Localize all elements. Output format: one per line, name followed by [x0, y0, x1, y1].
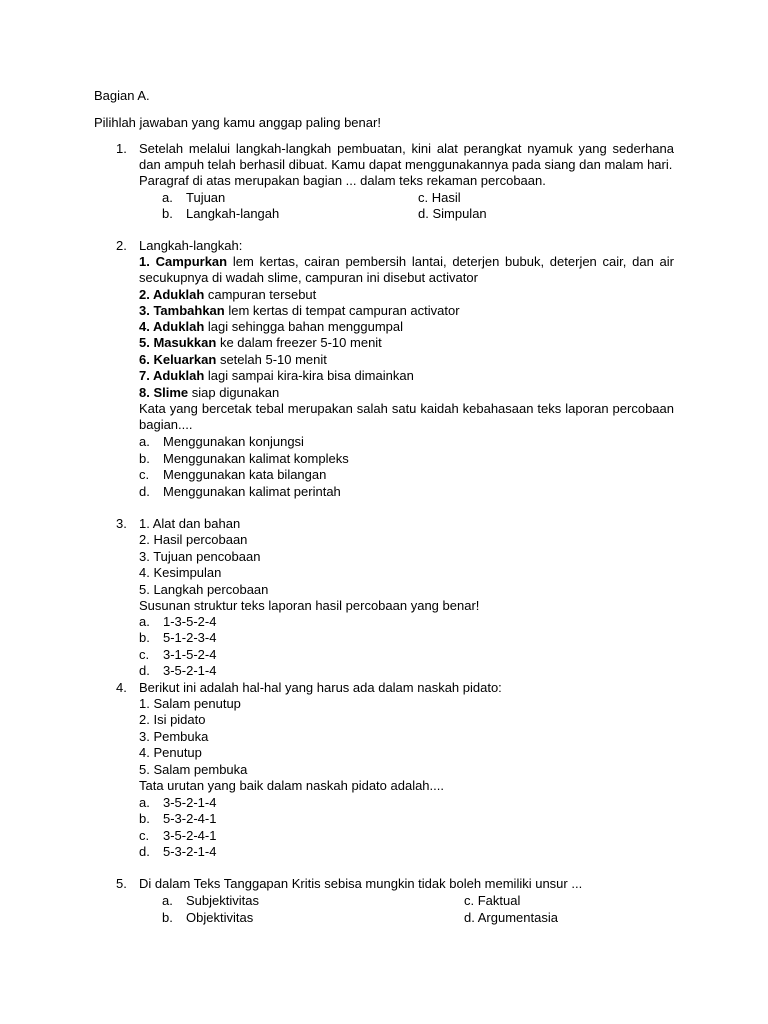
q2-intro: Langkah-langkah:: [139, 238, 243, 253]
step-text: lagi sampai kira-kira bisa dimainkan: [204, 368, 414, 383]
q2-option-a-letter: a.: [139, 434, 150, 449]
q5-option-c: c. Faktual: [464, 893, 521, 908]
q1-option-c: c. Hasil: [418, 190, 461, 205]
q2-step: [139, 335, 382, 351]
q3-number: 3.: [116, 516, 127, 531]
q4-item: 4. Penutup: [139, 745, 202, 760]
q1-option-d: d. Simpulan: [418, 206, 487, 221]
q4-option-a: 3-5-2-1-4: [163, 795, 217, 810]
q2-option-d: Menggunakan kalimat perintah: [163, 484, 341, 499]
q3-option-b: 5-1-2-3-4: [163, 630, 217, 645]
step-text: lem kertas di tempat campuran activator: [224, 303, 460, 318]
q4-item: 3. Pembuka: [139, 729, 209, 744]
step-text: lem kertas, cairan pembersih lantai, deterjen bubuk, deterjen cair, dan air: [227, 254, 674, 269]
q3-option-a-letter: a.: [139, 614, 150, 629]
q3-item: 4. Kesimpulan: [139, 565, 222, 580]
q3-item: 2. Hasil percobaan: [139, 532, 248, 547]
q1-line: Setelah melalui langkah-langkah pembuatan, kini alat perangkat nyamuk yang sederhana: [139, 141, 674, 156]
q3-option-c-letter: c.: [139, 647, 150, 662]
q5-option-a: Subjektivitas: [186, 893, 259, 908]
q5-question: Di dalam Teks Tanggapan Kritis sebisa mungkin tidak boleh memiliki unsur ...: [139, 876, 583, 891]
q5-option-b: Objektivitas: [186, 910, 254, 925]
step-text: secukupnya di wadah slime, campuran ini disebut activator: [139, 270, 478, 285]
section-title: Bagian A.: [94, 88, 150, 103]
step-keyword: 7. Aduklah: [139, 368, 205, 383]
q4-number: 4.: [116, 680, 127, 695]
q2-number: 2.: [116, 238, 127, 253]
q2-option-c-letter: c.: [139, 467, 150, 482]
q2-option-b: Menggunakan kalimat kompleks: [163, 451, 349, 466]
q1-number: 1.: [116, 141, 127, 156]
step-keyword: 5. Masukkan: [139, 335, 217, 350]
q4-option-c-letter: c.: [139, 828, 150, 843]
q3-option-d: 3-5-2-1-4: [163, 663, 217, 678]
q4-option-b-letter: b.: [139, 811, 150, 826]
step-keyword: 2. Aduklah: [139, 287, 205, 302]
step-keyword: 3. Tambahkan: [139, 303, 225, 318]
q2-step: [139, 287, 316, 303]
q4-option-b: 5-3-2-4-1: [163, 811, 217, 826]
q2-option-b-letter: b.: [139, 451, 150, 466]
q2-step: [139, 303, 460, 319]
q4-question: Tata urutan yang baik dalam naskah pidato adalah....: [139, 778, 444, 793]
step-text: campuran tersebut: [204, 287, 317, 302]
q1-line: Paragraf di atas merupakan bagian ... dalam teks rekaman percobaan.: [139, 173, 546, 188]
q5-option-d: d. Argumentasia: [464, 910, 558, 925]
q3-question: Susunan struktur teks laporan hasil percobaan yang benar!: [139, 598, 480, 613]
q2-question-line: Kata yang bercetak tebal merupakan salah satu kaidah kebahasaan teks laporan percobaan: [139, 401, 674, 416]
q2-step: [139, 270, 478, 286]
q1-option-a-letter: a.: [162, 190, 173, 205]
q5-number: 5.: [116, 876, 127, 891]
q3-item: 1. Alat dan bahan: [139, 516, 241, 531]
step-keyword: 4. Aduklah: [139, 319, 205, 334]
q5-option-a-letter: a.: [162, 893, 173, 908]
q1-line: dan ampuh telah berhasil dibuat. Kamu dapat menggunakannya pada siang dan malam hari.: [139, 157, 673, 172]
step-text: setelah 5-10 menit: [216, 352, 327, 367]
q4-option-d-letter: d.: [139, 844, 150, 859]
q4-option-a-letter: a.: [139, 795, 150, 810]
q4-item: 5. Salam pembuka: [139, 762, 248, 777]
q4-item: 1. Salam penutup: [139, 696, 241, 711]
q2-question-line: bagian....: [139, 417, 193, 432]
q2-step: [139, 352, 327, 368]
q2-option-c: Menggunakan kata bilangan: [163, 467, 327, 482]
q4-option-c: 3-5-2-4-1: [163, 828, 217, 843]
q2-option-d-letter: d.: [139, 484, 150, 499]
q3-option-a: 1-3-5-2-4: [163, 614, 217, 629]
step-text: lagi sehingga bahan menggumpal: [204, 319, 404, 334]
step-text: siap digunakan: [188, 385, 280, 400]
q3-option-c: 3-1-5-2-4: [163, 647, 217, 662]
q3-item: 3. Tujuan pencobaan: [139, 549, 261, 564]
q2-step: [139, 385, 279, 401]
q2-step: [139, 319, 403, 335]
step-keyword: 1. Campurkan: [139, 254, 228, 269]
q1-option-b-letter: b.: [162, 206, 173, 221]
step-text: ke dalam freezer 5-10 menit: [216, 335, 382, 350]
q2-option-a: Menggunakan konjungsi: [163, 434, 304, 449]
step-keyword: 8. Slime: [139, 385, 189, 400]
q5-option-b-letter: b.: [162, 910, 173, 925]
q4-option-d: 5-3-2-1-4: [163, 844, 217, 859]
q1-option-b: Langkah-langah: [186, 206, 280, 221]
q2-step: [139, 254, 674, 270]
instruction: Pilihlah jawaban yang kamu anggap paling benar!: [94, 115, 381, 130]
q3-option-d-letter: d.: [139, 663, 150, 678]
q3-option-b-letter: b.: [139, 630, 150, 645]
q4-intro: Berikut ini adalah hal-hal yang harus ada dalam naskah pidato:: [139, 680, 502, 695]
step-keyword: 6. Keluarkan: [139, 352, 217, 367]
q2-step: [139, 368, 414, 384]
q3-item: 5. Langkah percobaan: [139, 582, 269, 597]
q4-item: 2. Isi pidato: [139, 712, 206, 727]
q1-option-a: Tujuan: [186, 190, 226, 205]
